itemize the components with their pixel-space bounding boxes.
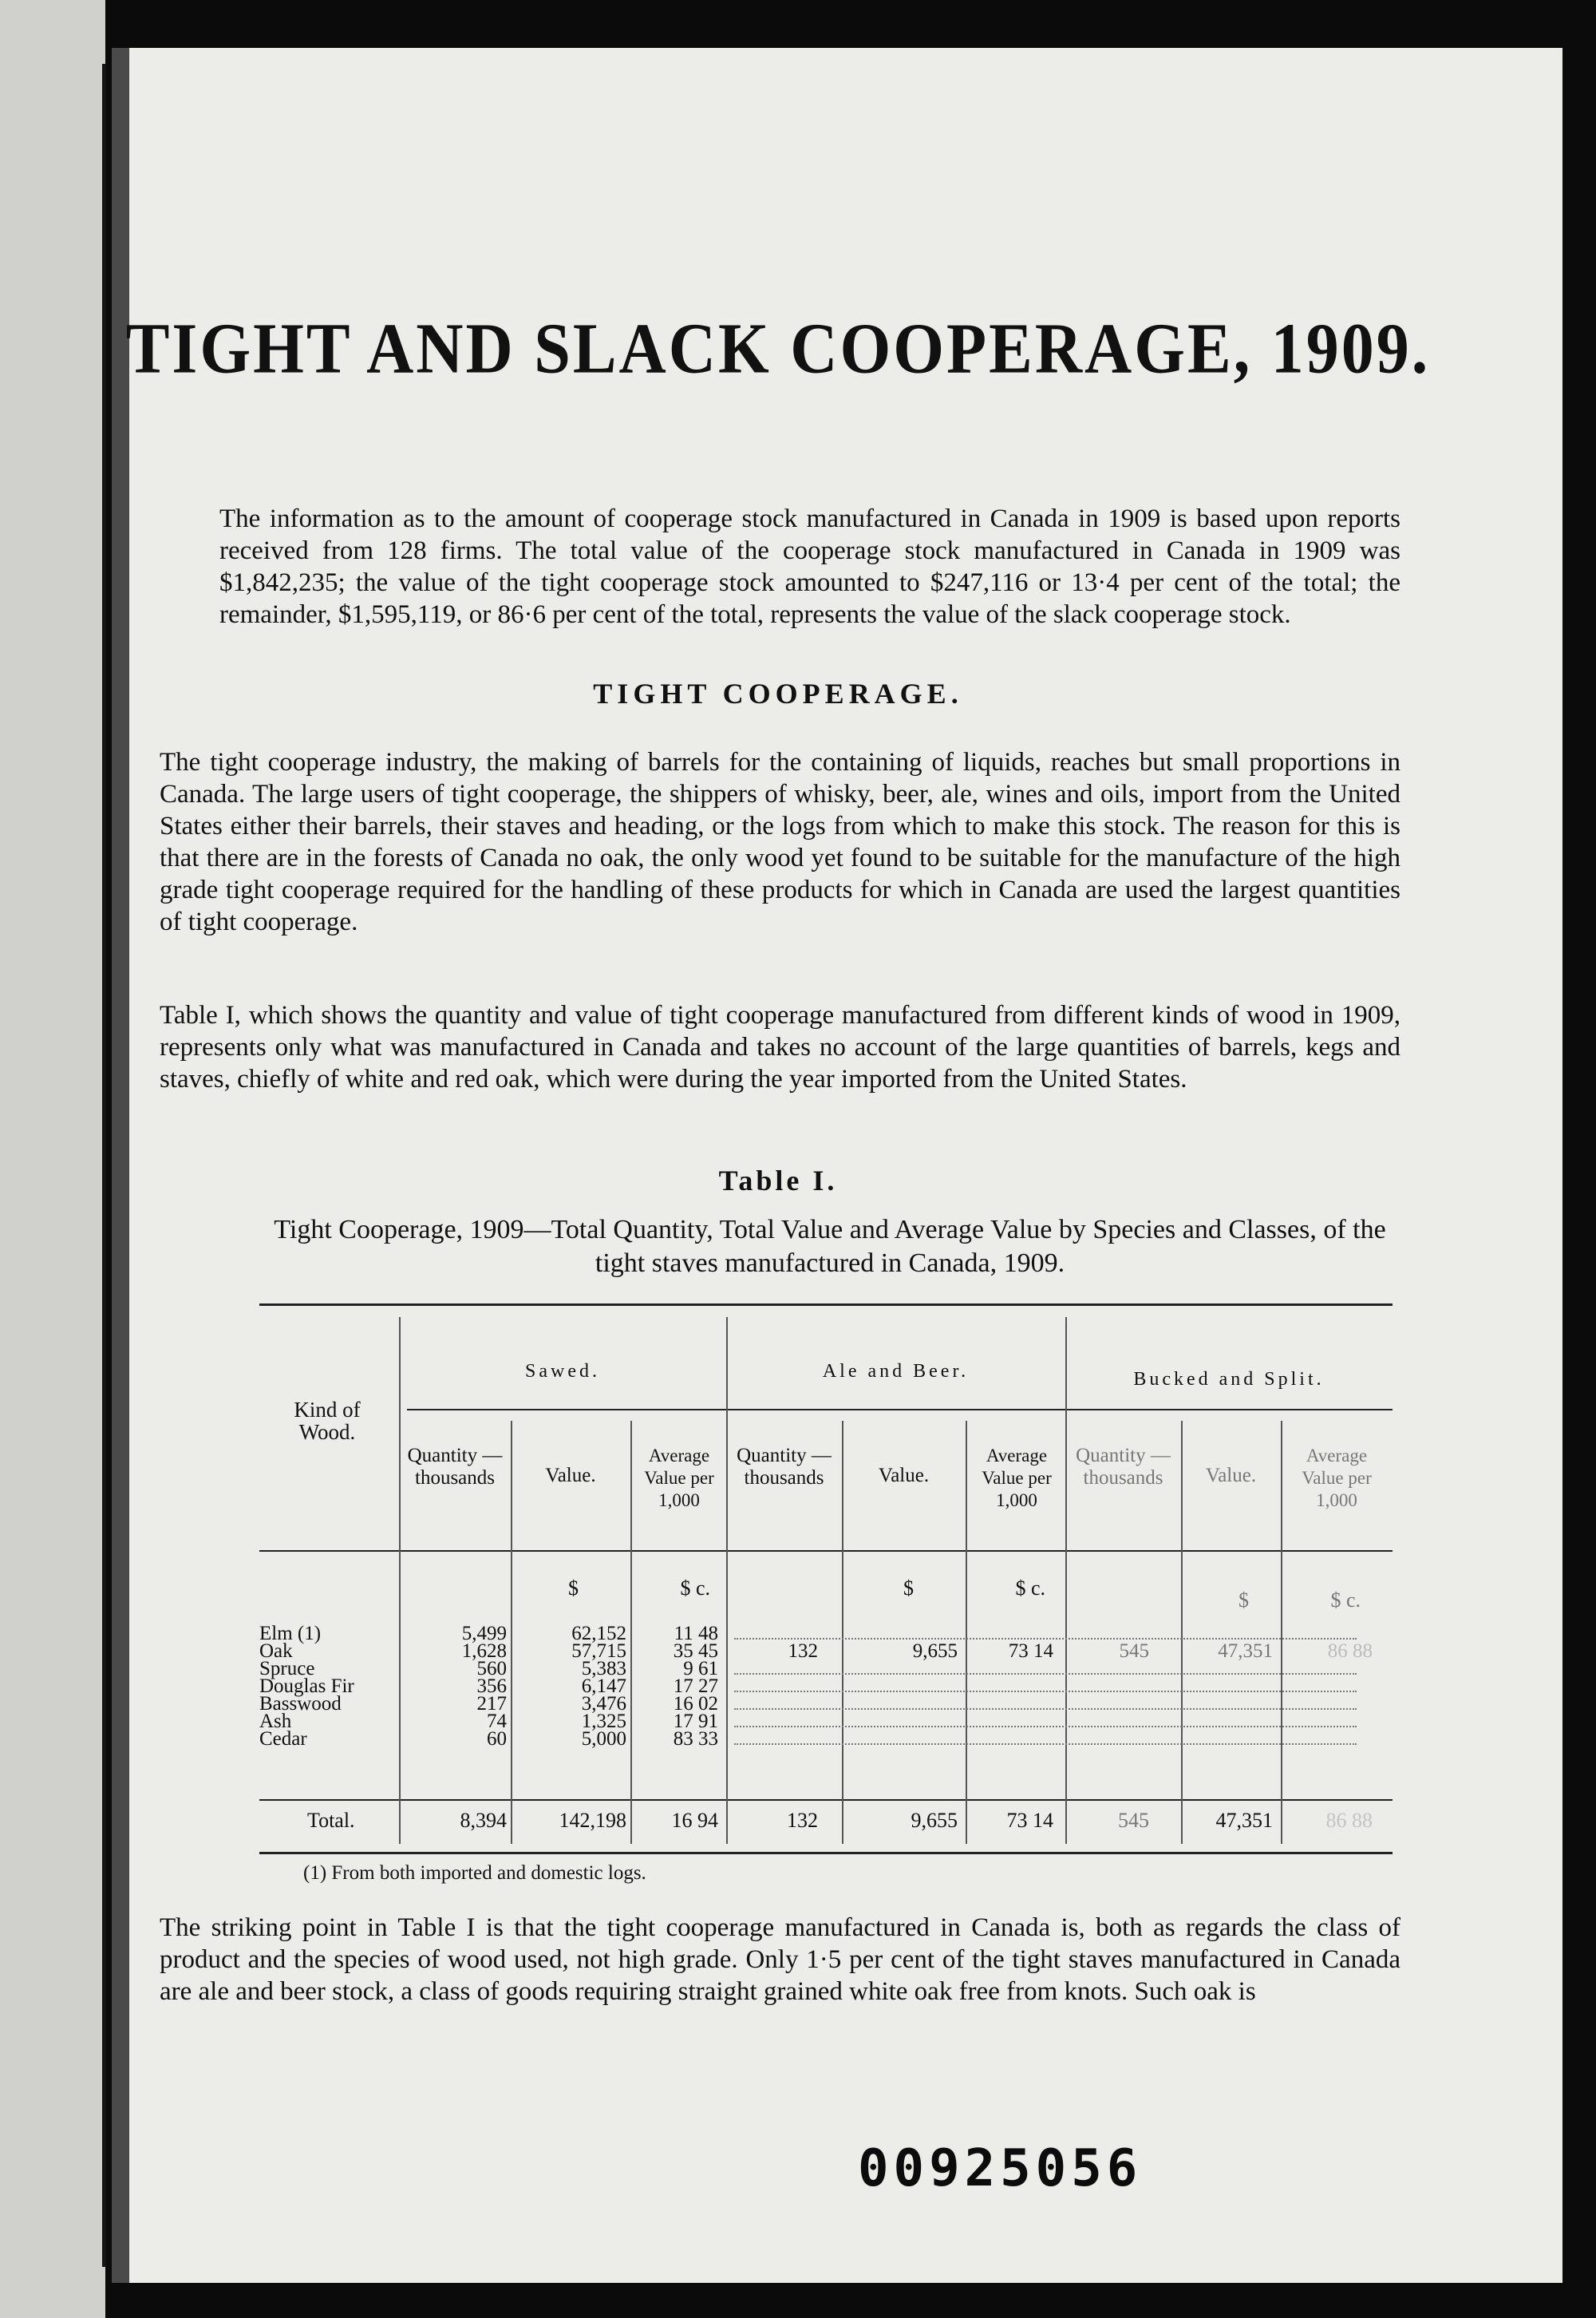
- bucked-value-header: Value.: [1205, 1465, 1257, 1486]
- ale-value-header: Value.: [878, 1465, 930, 1486]
- facing-page: [0, 0, 105, 2318]
- sawed-average-cell: 83 33: [673, 1728, 718, 1750]
- kind-cell: Douglas Fir: [259, 1675, 354, 1697]
- sawed-quantity-cell: 74: [487, 1711, 507, 1732]
- sawed-value-cell: 6,147: [581, 1675, 626, 1697]
- table-top-rule: [259, 1303, 1393, 1306]
- table-row: [259, 1640, 1393, 1662]
- ale-quantity-cell: 132: [788, 1640, 818, 1662]
- sawed-value-cell: 5,383: [581, 1658, 626, 1679]
- bucked-average-unit: $ c.: [1330, 1588, 1361, 1612]
- sawed-value-cell: 1,325: [581, 1711, 626, 1732]
- leader-dots: [734, 1678, 1357, 1692]
- table-row: [259, 1713, 1393, 1731]
- ale-average-cell: 73 14: [1008, 1640, 1053, 1662]
- sawed-quantity-cell: 356: [476, 1675, 507, 1697]
- group-header-ale-beer: Ale and Beer.: [822, 1361, 970, 1382]
- sawed-average-cell: 17 91: [673, 1711, 718, 1732]
- total-sawed-average: 16 94: [671, 1809, 718, 1832]
- total-label: Total.: [307, 1809, 355, 1832]
- sawed-quantity-header: Quantity — thousands: [407, 1445, 503, 1489]
- bucked-quantity-cell: 545: [1119, 1640, 1149, 1662]
- kind-cell: Spruce: [259, 1658, 315, 1679]
- total-bucked-quantity: 545: [1118, 1809, 1149, 1832]
- sawed-average-cell: 17 27: [673, 1675, 718, 1697]
- table-description-paragraph: Table I, which shows the quantity and value of tight cooperage manufactured from different kinds of wood in 1909, represents only what was manufactured in Canada and takes no account of the large quantities of barrels, kegs and staves, chiefly of white and red oak, which were during the year imported from the United States.: [160, 1001, 1400, 1094]
- table-row: [259, 1660, 1393, 1678]
- sawed-quantity-cell: 1,628: [461, 1640, 507, 1662]
- group-header-bucked-split: Bucked and Split.: [1133, 1369, 1325, 1390]
- sawed-value-cell: 57,715: [571, 1640, 626, 1662]
- leader-dots: [734, 1731, 1357, 1745]
- table-label: Table I.: [718, 1165, 838, 1197]
- table-row: [259, 1728, 1393, 1750]
- ale-average-header: Average Value per 1,000: [982, 1446, 1052, 1510]
- total-ale-value: 9,655: [911, 1809, 958, 1832]
- leader-dots: [734, 1695, 1357, 1710]
- column-divider: [1065, 1317, 1067, 1844]
- sawed-average-cell: 11 48: [674, 1623, 718, 1644]
- kind-cell: Elm (1): [259, 1623, 322, 1644]
- group-header-sawed: Sawed.: [525, 1361, 600, 1382]
- section-heading: TIGHT COOPERAGE.: [593, 678, 963, 710]
- sawed-quantity-cell: 560: [476, 1658, 507, 1679]
- table-total-row: [259, 1809, 1393, 1833]
- bucked-quantity-header: Quantity — thousands: [1076, 1445, 1171, 1489]
- sawed-value-cell: 5,000: [581, 1728, 626, 1750]
- sawed-quantity-cell: 5,499: [461, 1623, 507, 1644]
- table-row: [259, 1675, 1393, 1697]
- total-ale-average: 73 14: [1006, 1809, 1053, 1832]
- ale-average-unit: $ c.: [1015, 1576, 1045, 1600]
- document-stamp-number: 00925056: [858, 2139, 1143, 2198]
- kind-header: Kind of Wood.: [294, 1398, 361, 1444]
- striking-point-paragraph: The striking point in Table I is that the tight cooperage manufactured in Canada is, both as regards the class of product and the species of wood used, not high grade. Only 1·5 per cent of the tight staves manufactured in Canada are ale and beer stock, a class of goods requiring straight grained white oak free from knots. Such oak is: [160, 1913, 1400, 2006]
- sawed-average-unit: $ c.: [680, 1576, 710, 1600]
- total-sawed-value: 142,198: [559, 1809, 626, 1832]
- table-row: [259, 1695, 1393, 1713]
- intro-paragraph: The information as to the amount of cooperage stock manufactured in Canada in 1909 is based upon reports received from 128 firms. The total value of the cooperage stock manufactured in Canada in 1909 was $1,842,235; the value of the tight cooperage stock amounted to $247,116 or 13·4 per cent of the total; the remainder, $1,595,119, or 86·6 per cent of the total, represents the value of the slack cooperage stock.: [219, 504, 1400, 629]
- total-sawed-quantity: 8,394: [460, 1809, 507, 1832]
- ale-quantity-header: Quantity — thousands: [737, 1445, 832, 1489]
- table-bottom-rule: [259, 1852, 1393, 1854]
- kind-cell: Oak: [259, 1640, 293, 1662]
- header-bottom-rule: [259, 1550, 1393, 1552]
- bucked-average-header: Average Value per 1,000: [1302, 1446, 1372, 1510]
- sawed-average-cell: 16 02: [673, 1693, 718, 1715]
- sawed-average-header: Average Value per 1,000: [644, 1446, 714, 1510]
- sawed-value-header: Value.: [545, 1465, 596, 1486]
- kind-cell: Cedar: [259, 1728, 307, 1750]
- leader-dots: [734, 1660, 1357, 1675]
- tight-cooperage-paragraph: The tight cooperage industry, the making of barrels for the containing of liquids, reaches but small proportions in Canada. The large users of tight cooperage, the shippers of whisky, beer, ale, wines and oils, import from the United States either their barrels, their staves and heading, or the logs from which to make this stock. The reason for this is that there are in the forests of Canada no oak, the only wood yet found to be suitable for the manufacture of the high grade tight cooperage required for the handling of these products for which in Canada are used the largest quantities of tight cooperage.: [160, 748, 1400, 936]
- ale-value-unit: $: [903, 1576, 914, 1600]
- sawed-quantity-cell: 60: [487, 1728, 507, 1750]
- page-title: TIGHT AND SLACK COOPERAGE, 1909.: [125, 308, 1431, 389]
- kind-cell: Ash: [259, 1711, 292, 1732]
- sawed-quantity-cell: 217: [476, 1693, 507, 1715]
- total-bucked-value: 47,351: [1215, 1809, 1273, 1832]
- bucked-value-cell: 47,351: [1218, 1640, 1273, 1662]
- total-ale-quantity: 132: [787, 1809, 818, 1832]
- table-footnote: (1) From both imported and domestic logs.: [303, 1862, 646, 1884]
- leader-dots: [734, 1713, 1357, 1727]
- table-caption: Tight Cooperage, 1909—Total Quantity, Total Value and Average Value by Species and Classes, of the tight staves manufactured in Canada, 1909.: [274, 1215, 1386, 1278]
- bucked-value-unit: $: [1238, 1588, 1249, 1612]
- sawed-average-cell: 9 61: [683, 1658, 718, 1679]
- group-divider-rule: [407, 1409, 1393, 1410]
- total-rule: [259, 1799, 1393, 1801]
- kind-cell: Basswood: [259, 1693, 342, 1715]
- bucked-average-cell: 86 88: [1327, 1640, 1373, 1662]
- total-bucked-average: 86 88: [1325, 1809, 1373, 1832]
- column-divider: [726, 1317, 728, 1844]
- leader-dots: [734, 1625, 1357, 1640]
- sawed-average-cell: 35 45: [673, 1640, 718, 1662]
- sawed-value-cell: 3,476: [581, 1693, 626, 1715]
- ale-value-cell: 9,655: [912, 1640, 958, 1662]
- column-divider: [399, 1317, 401, 1844]
- sawed-value-cell: 62,152: [571, 1623, 626, 1644]
- sawed-value-unit: $: [568, 1576, 579, 1600]
